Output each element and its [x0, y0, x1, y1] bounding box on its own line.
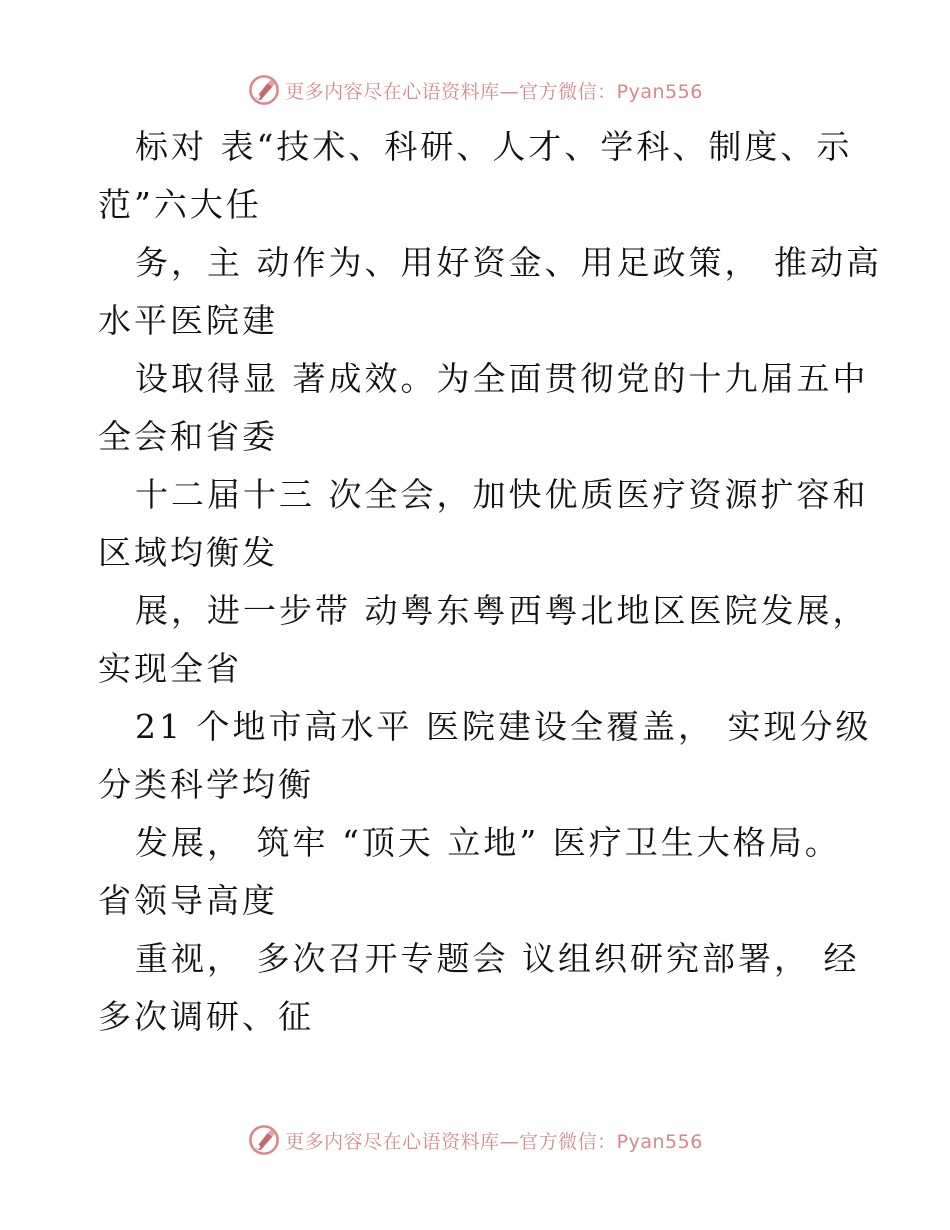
paragraph-line: 十二届十三 次全会，加快优质医疗资源扩容和	[135, 475, 869, 514]
watermark-text: 更多内容尽在心语资料库—官方微信：Pyan556	[285, 80, 703, 103]
paragraph-line: 展，进一步带 动粤东粤西粤北地区医院发展，	[135, 591, 869, 630]
paragraph-line: 发展， 筑牢 “顶天 立地” 医疗卫生大格局。	[135, 823, 841, 862]
paragraph-line: 范”六大任	[98, 185, 262, 224]
paragraph-line: 多次调研、征	[98, 997, 314, 1036]
paragraph-line: 重视， 多次召开专题会 议组织研究部署， 经	[135, 939, 860, 978]
paragraph-line: 21 个地市高水平 医院建设全覆盖， 实现分级	[135, 707, 872, 746]
paragraph-line: 设取得显 著成效。为全面贯彻党的十九届五中	[135, 359, 869, 398]
footer-watermark-banner	[0, 1120, 950, 1160]
paragraph-line: 全会和省委	[98, 417, 278, 456]
paragraph-line: 标对 表“技术、科研、人才、学科、制度、示	[135, 127, 853, 166]
pen-nib-logo-icon	[247, 1123, 281, 1157]
paragraph-line: 务，主 动作为、用好资金、用足政策， 推动高	[135, 243, 882, 282]
paragraph-line: 水平医院建	[98, 301, 278, 340]
watermark-text: 更多内容尽在心语资料库—官方微信：Pyan556	[285, 1130, 703, 1153]
paragraph-line: 分类科学均衡	[98, 765, 314, 804]
header-watermark-banner	[0, 70, 950, 110]
paragraph-line: 实现全省	[98, 649, 242, 688]
paragraph-line: 区域均衡发	[98, 533, 278, 572]
paragraph-line: 省领导高度	[98, 881, 278, 920]
pen-nib-logo-icon	[247, 73, 281, 107]
